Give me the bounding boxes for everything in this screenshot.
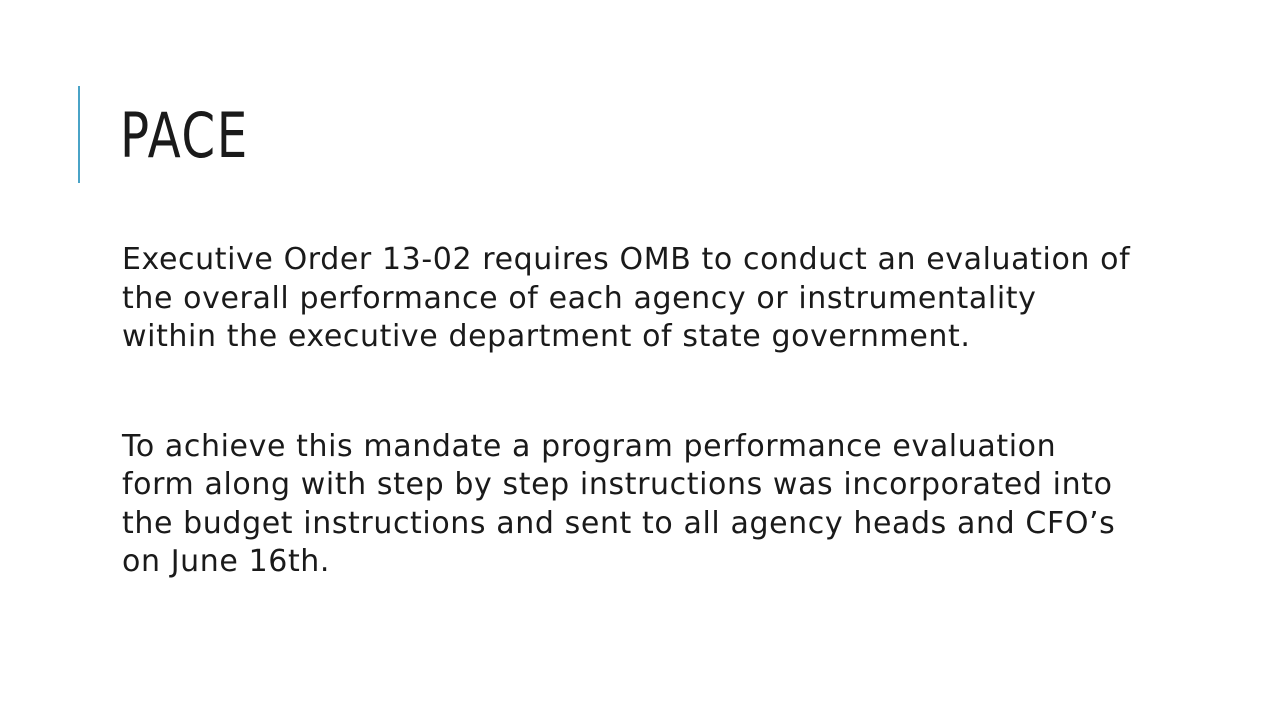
body-paragraph-2: To achieve this mandate a program performance evaluation form along with step by step instructions was incorporated into the budget instructions and sent to all agency heads and CFO’s on June 16th. — [122, 428, 1116, 579]
slide-title: PACE — [120, 99, 249, 172]
title-accent-bar — [78, 86, 80, 183]
body-paragraph-1: Executive Order 13-02 requires OMB to conduct an evaluation of the overall performance of each agency or instrumentality within the executive department of state government. — [122, 242, 1131, 354]
slide-body — [122, 241, 1132, 582]
